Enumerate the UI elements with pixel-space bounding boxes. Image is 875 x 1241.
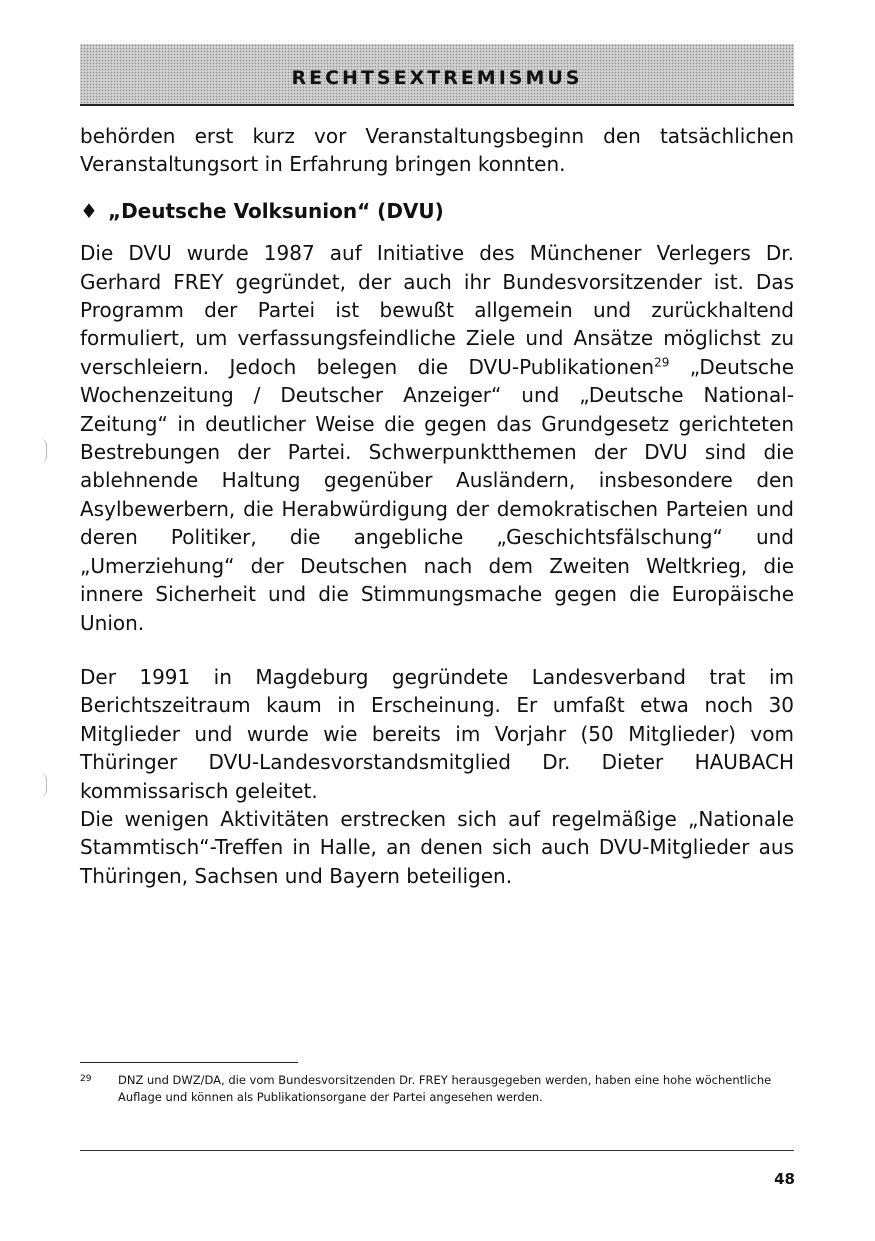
- footnote: [80, 1072, 796, 1106]
- page-body: [80, 122, 794, 890]
- paragraph-text: „Deutsche Wochenzeitung / Deutscher Anzeiger“ und „Deutsche National-Zeitung“ in deutlicher Weise die gegen das Grundgesetz gerichteten Bestrebungen der Partei. Schwerpunktthemen der DVU sind die ablehnende Haltung gegenüber Ausländern, insbesondere den Asylbewerbern, die Herabwürdigung der demokratischen Parteien und deren Politiker, die angebliche „Geschichtsfälschung“ und „Umerziehung“ der Deutschen nach dem Zweiten Weltkrieg, die innere Sicherheit und die Stimmungsmache gegen die Europäische Union.: [80, 354, 795, 635]
- scan-artifact: [32, 438, 47, 464]
- running-header-title: RECHTSEXTREMISMUS: [291, 67, 583, 89]
- footnote-reference[interactable]: 29: [654, 355, 670, 370]
- page-footer-divider: [80, 1150, 794, 1151]
- footnote-number: 29: [80, 1074, 92, 1084]
- paragraph-text: Die DVU wurde 1987 auf Initiative des Münchener Verlegers Dr. Gerhard FREY gegründet, der auch ihr Bundesvorsitzender ist. Das Programm der Partei ist bewußt allgemein und zurückhaltend formuliert, um verfassungsfeindliche Ziele und Ansätze möglichst zu verschleiern. Jedoch belegen die DVU-Publikationen: [80, 241, 794, 379]
- paragraph-dvu-program: [80, 239, 794, 637]
- paragraph-spacer: [80, 637, 794, 663]
- paragraph-activities: Die wenigen Aktivitäten erstrecken sich auf regelmäßige „Nationale Stammtisch“-Treffen in Halle, an denen sich auch DVU-Mitglieder aus Thüringen, Sachsen und Bayern beteiligen.: [80, 806, 794, 888]
- section-heading-text: „Deutsche Volksunion“ (DVU): [107, 198, 444, 223]
- page-number: 48: [774, 1170, 795, 1188]
- footnote-text: DNZ und DWZ/DA, die vom Bundesvorsitzenden Dr. FREY herausgegeben werden, haben eine hohe wöchentliche Auflage und können als Publikationsorgane der Partei angesehen werden.: [118, 1073, 772, 1104]
- scan-artifact: [32, 772, 47, 798]
- section-heading: [80, 197, 794, 225]
- running-header: [80, 44, 794, 106]
- intro-paragraph: behörden erst kurz vor Veranstaltungsbeginn den tatsächlichen Veranstaltungsort in Erfahrung bringen konnten.: [80, 124, 794, 177]
- diamond-bullet-icon: ♦: [80, 198, 98, 223]
- footnote-divider: [80, 1062, 298, 1063]
- paragraph-landesverband: Der 1991 in Magdeburg gegründete Landesverband trat im Berichtszeitraum kaum in Erscheinung. Er umfaßt etwa noch 30 Mitglieder und wurde wie bereits im Vorjahr (50 Mitglieder) vom Thüringer DVU-Landesvorstandsmitglied Dr. Dieter HAUBACH kommissarisch geleitet.: [80, 664, 794, 803]
